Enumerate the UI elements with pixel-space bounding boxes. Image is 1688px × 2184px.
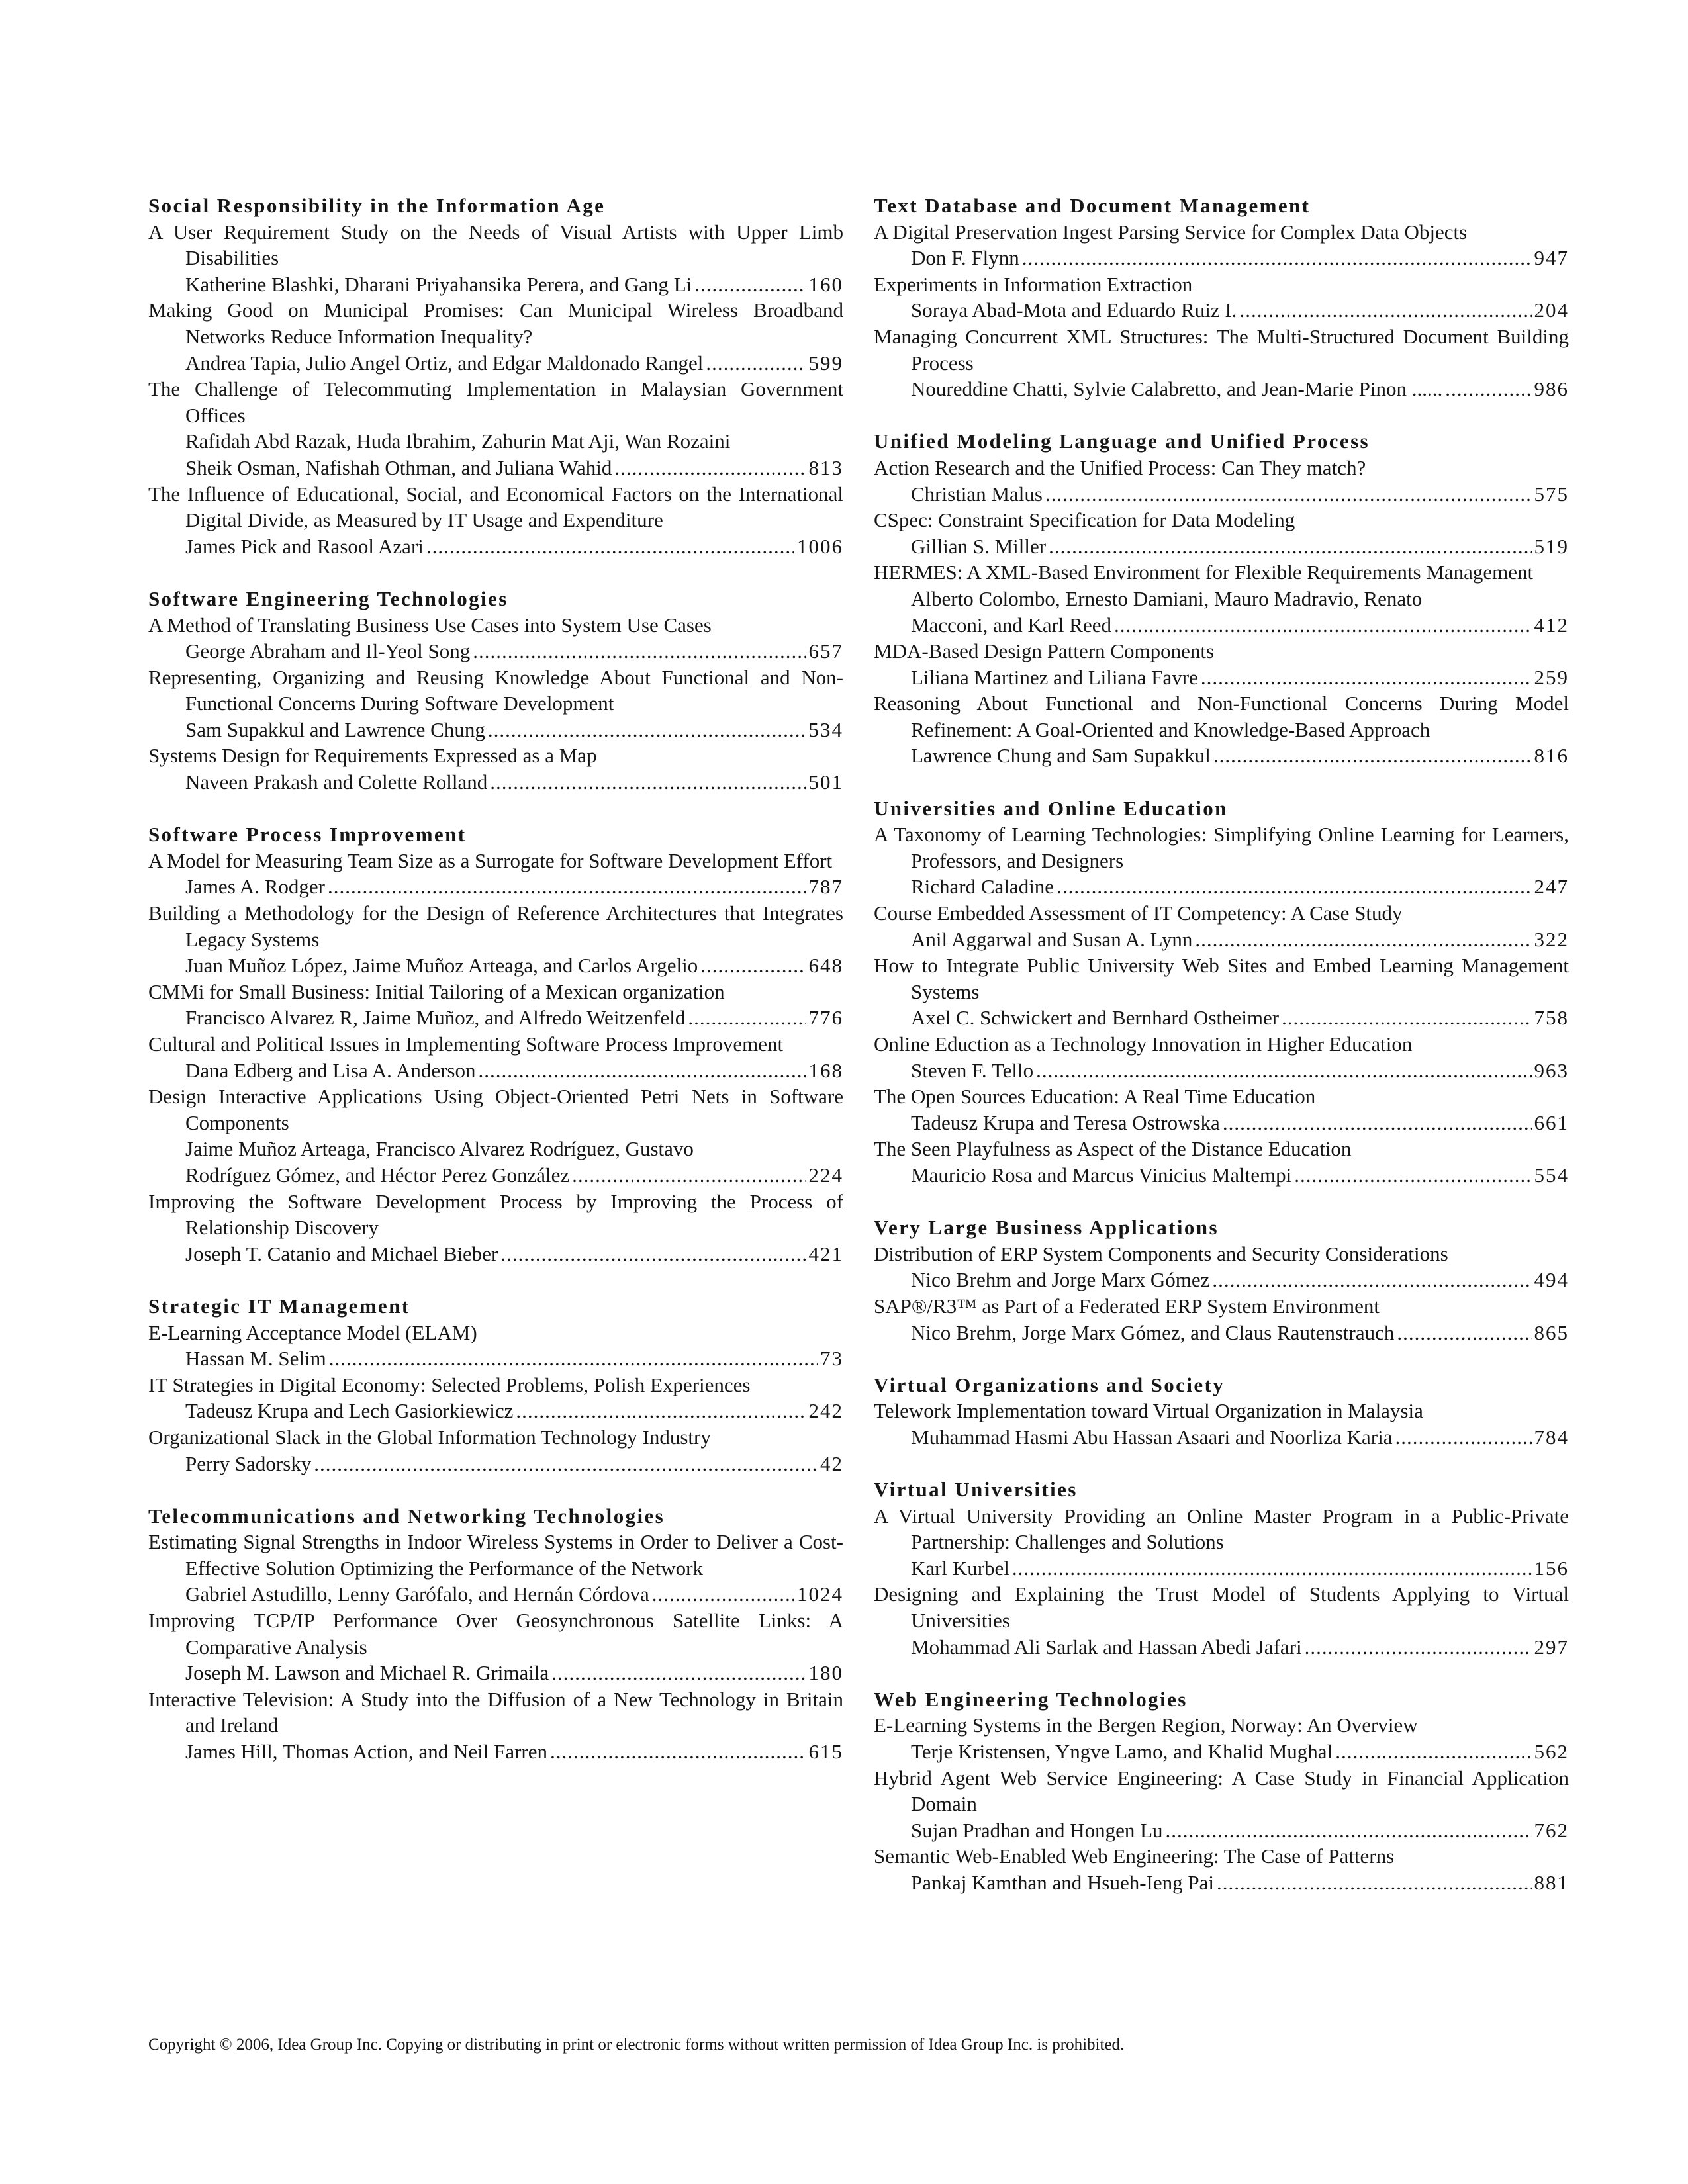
page-number: 322	[1534, 927, 1569, 951]
entry-authors: Nico Brehm and Jorge Marx Gómez	[911, 1268, 1210, 1292]
page-number: 156	[1534, 1556, 1569, 1580]
author-page-line	[148, 1398, 843, 1424]
toc-entry	[874, 1136, 1569, 1188]
toc-section	[148, 821, 843, 1267]
entry-title: Managing Concurrent XML Structures: The Multi-Structured Document Building Process	[874, 324, 1569, 375]
section-heading: Telecommunications and Networking Technologies	[148, 1504, 665, 1527]
entry-title: Action Research and the Unified Process: Can They match?	[874, 455, 1366, 479]
section-heading: Web Engineering Technologies	[874, 1687, 1188, 1711]
entry-title: Hybrid Agent Web Service Engineering: A Case Study in Financial Application Domain	[874, 1766, 1569, 1816]
toc-entry	[874, 1241, 1569, 1293]
entry-title: Estimating Signal Strengths in Indoor Wireless Systems in Order to Deliver a Cost-Effective Solution Optimizing the Performance of the Network	[148, 1530, 843, 1580]
author-page-line	[874, 1162, 1569, 1189]
section-heading: Virtual Universities	[874, 1478, 1078, 1502]
dot-leader	[1305, 1634, 1532, 1661]
author-page-line	[874, 1424, 1569, 1451]
dot-leader	[490, 769, 806, 796]
toc-entry	[874, 900, 1569, 952]
page-number: 1024	[797, 1582, 843, 1606]
entry-title: Making Good on Municipal Promises: Can Municipal Wireless Broadband Networks Reduce Information Inequality?	[148, 298, 843, 348]
author-page-line	[874, 1555, 1569, 1582]
toc-entry	[148, 1320, 843, 1372]
entry-authors: Lawrence Chung and Sam Supakkul	[911, 744, 1211, 768]
entry-authors: Sujan Pradhan and Hongen Lu	[911, 1818, 1163, 1842]
dot-leader	[314, 1451, 818, 1477]
author-page-line	[148, 350, 843, 377]
entry-title: A Digital Preservation Ingest Parsing Service for Complex Data Objects	[874, 220, 1468, 244]
section-heading: Strategic IT Management	[148, 1294, 410, 1318]
entry-authors: Sheik Osman, Nafishah Othman, and Juliana Wahid	[185, 455, 612, 479]
page-number: 160	[808, 272, 843, 296]
entry-authors: Soraya Abad-Mota and Eduardo Ruiz I.	[911, 298, 1237, 322]
page-number: 247	[1534, 875, 1569, 899]
entry-authors: Sam Supakkul and Lawrence Chung	[185, 717, 485, 741]
entry-authors: Alberto Colombo, Ernesto Damiani, Mauro Madravio, Renato	[911, 586, 1423, 610]
dot-leader	[516, 1398, 806, 1424]
dot-leader	[706, 350, 806, 377]
toc-section	[874, 1686, 1569, 1896]
section-heading: Very Large Business Applications	[874, 1216, 1219, 1240]
author-page-line	[874, 664, 1569, 691]
toc-entry	[148, 1031, 843, 1083]
page-number: 297	[1534, 1635, 1569, 1659]
entry-title: Telework Implementation toward Virtual Organization in Malaysia	[874, 1399, 1423, 1423]
entry-authors: Andrea Tapia, Julio Angel Ortiz, and Edgar Maldonado Rangel	[185, 351, 704, 375]
page-number: 501	[808, 770, 843, 794]
toc-entry	[874, 690, 1569, 769]
section-heading: Text Database and Document Management	[874, 194, 1311, 217]
author-page-line	[874, 743, 1569, 769]
page-number: 42	[820, 1451, 843, 1475]
entry-title: Cultural and Political Issues in Implementing Software Process Improvement	[148, 1032, 784, 1056]
toc-entry	[148, 1083, 843, 1188]
dot-leader	[1294, 1162, 1531, 1189]
entry-authors: Tadeusz Krupa and Teresa Ostrowska	[911, 1111, 1220, 1134]
entry-authors: Tadeusz Krupa and Lech Gasiorkiewicz	[185, 1399, 514, 1423]
toc-entry	[874, 324, 1569, 402]
author-page-line	[874, 297, 1569, 324]
entry-authors: Gillian S. Miller	[911, 534, 1047, 558]
dot-leader	[1213, 743, 1532, 769]
entry-authors: Steven F. Tello	[911, 1058, 1034, 1082]
entry-authors: Juan Muñoz López, Jaime Muñoz Arteaga, and Carlos Argelio	[185, 954, 698, 978]
page-number: 784	[1534, 1425, 1569, 1449]
entry-title: Online Eduction as a Technology Innovation in Higher Education	[874, 1032, 1413, 1056]
entry-authors: Gabriel Astudillo, Lenny Garófalo, and Hernán Córdova	[185, 1582, 649, 1606]
page-number: 816	[1534, 744, 1569, 768]
author-page-line	[874, 481, 1569, 508]
toc-section	[874, 1214, 1569, 1345]
entry-authors: Mohammad Ali Sarlak and Hassan Abedi Jafari	[911, 1635, 1302, 1659]
toc-section	[874, 796, 1569, 1189]
author-page-line	[874, 376, 1569, 402]
entry-authors: Pankaj Kamthan and Hsueh-Ieng Pai	[911, 1871, 1214, 1894]
author-page-line	[148, 769, 843, 796]
page-number: 758	[1534, 1006, 1569, 1030]
section-heading: Unified Modeling Language and Unified Process	[874, 430, 1370, 453]
entry-authors: Hassan M. Selim	[185, 1347, 326, 1371]
toc-section	[148, 193, 843, 559]
dot-leader	[1012, 1555, 1532, 1582]
entry-authors: Perry Sadorsky	[185, 1451, 312, 1475]
toc-entry	[874, 507, 1569, 559]
author-page-line	[148, 1451, 843, 1477]
toc-entry	[874, 638, 1569, 690]
author-page-line	[874, 1870, 1569, 1896]
author-page-line	[148, 455, 843, 481]
entry-authors: James Pick and Rasool Azari	[185, 534, 424, 558]
section-heading: Software Process Improvement	[148, 823, 467, 846]
entry-authors: Muhammad Hasmi Abu Hassan Asaari and Noorliza Karia	[911, 1425, 1393, 1449]
page-number: 575	[1534, 482, 1569, 506]
page-number: 562	[1534, 1740, 1569, 1764]
entry-title: A Taxonomy of Learning Technologies: Simplifying Online Learning for Learners, Professors, and Designers	[874, 823, 1569, 872]
page-number: 224	[808, 1163, 843, 1187]
toc-entry	[874, 1765, 1569, 1844]
entry-title: Distribution of ERP System Components and Security Considerations	[874, 1242, 1448, 1265]
author-page-line	[874, 1110, 1569, 1136]
page-number: 657	[808, 639, 843, 663]
toc-entry	[874, 1398, 1569, 1450]
toc-entry	[874, 559, 1569, 638]
author-page-line	[874, 245, 1569, 271]
entry-authors: Anil Aggarwal and Susan A. Lynn	[911, 927, 1193, 951]
left-column	[148, 193, 843, 1791]
dot-leader	[614, 455, 806, 481]
entry-title: Improving the Software Development Process by Improving the Process of Relationship Discovery	[148, 1189, 843, 1240]
toc-entry	[874, 455, 1569, 507]
page-number: 534	[808, 717, 843, 741]
dot-leader	[1445, 376, 1531, 402]
entry-authors: Don F. Flynn	[911, 246, 1019, 270]
author-page-line	[148, 1241, 843, 1267]
dot-leader	[1195, 927, 1531, 953]
page-number: 947	[1534, 246, 1569, 270]
entry-title: E-Learning Systems in the Bergen Region, Norway: An Overview	[874, 1713, 1418, 1737]
entry-title: Systems Design for Requirements Expressed as a Map	[148, 744, 597, 768]
toc-entry	[874, 952, 1569, 1031]
toc-entry	[148, 1686, 843, 1765]
entry-authors: Terje Kristensen, Yngve Lamo, and Khalid Mughal	[911, 1740, 1333, 1764]
page-number: 168	[808, 1058, 843, 1082]
toc-entry	[148, 376, 843, 480]
page-number: 865	[1534, 1320, 1569, 1344]
toc-entry	[148, 612, 843, 664]
section-heading: Universities and Online Education	[874, 796, 1228, 820]
section-heading: Software Engineering Technologies	[148, 586, 508, 610]
dot-leader	[1335, 1739, 1531, 1765]
entry-title: Reasoning About Functional and Non-Functional Concerns During Model Refinement: A Goal-Oriented and Knowledge-Based Approach	[874, 692, 1569, 741]
entry-authors: Macconi, and Karl Reed	[911, 613, 1111, 637]
toc-entry	[148, 1608, 843, 1686]
section-heading: Virtual Organizations and Society	[874, 1373, 1225, 1396]
author-page-line	[148, 1058, 843, 1084]
toc-entry	[148, 848, 843, 900]
entry-authors: Rafidah Abd Razak, Huda Ibrahim, Zahurin Mat Aji, Wan Rozaini	[185, 430, 731, 453]
toc-entry	[148, 1529, 843, 1608]
entry-authors: Noureddine Chatti, Sylvie Calabretto, and Jean-Marie Pinon ......	[911, 377, 1443, 401]
dot-leader	[1223, 1110, 1532, 1136]
toc-entry	[874, 821, 1569, 900]
author-page-line	[148, 952, 843, 979]
page-number: 519	[1534, 534, 1569, 558]
section-heading: Social Responsibility in the Information Age	[148, 194, 606, 217]
page-number: 986	[1534, 377, 1569, 401]
entry-title: Building a Methodology for the Design of Reference Architectures that Integrates Legacy Systems	[148, 901, 843, 951]
page-number: 421	[808, 1242, 843, 1265]
author-page-line	[148, 638, 843, 664]
toc-entry	[874, 1031, 1569, 1083]
entry-authors: Richard Caladine	[911, 875, 1055, 899]
dot-leader	[426, 533, 794, 560]
dot-leader	[1395, 1424, 1531, 1451]
entry-title: How to Integrate Public University Web Sites and Embed Learning Management Systems	[874, 954, 1569, 1003]
toc-entry	[874, 1503, 1569, 1582]
entry-title: The Open Sources Education: A Real Time Education	[874, 1085, 1316, 1109]
entry-title: Representing, Organizing and Reusing Knowledge About Functional and Non-Functional Concerns During Software Development	[148, 665, 843, 715]
toc-section	[874, 428, 1569, 769]
author-page-line	[874, 1817, 1569, 1844]
page-number: 963	[1534, 1058, 1569, 1082]
entry-authors: George Abraham and Il-Yeol Song	[185, 639, 471, 663]
toc-entry	[874, 1581, 1569, 1660]
entry-title: Interactive Television: A Study into the Diffusion of a New Technology in Britain and Ireland	[148, 1687, 843, 1737]
entry-authors: Katherine Blashki, Dharani Priyahansika Perera, and Gang Li	[185, 272, 692, 296]
dot-leader	[479, 1058, 806, 1084]
toc-entry	[148, 481, 843, 560]
dot-leader	[328, 874, 806, 900]
entry-title: Semantic Web-Enabled Web Engineering: The Case of Patterns	[874, 1844, 1395, 1868]
page-number: 180	[808, 1661, 843, 1685]
entry-title: E-Learning Acceptance Model (ELAM)	[148, 1320, 477, 1344]
copyright-footer: Copyright © 2006, Idea Group Inc. Copying or distributing in print or electronic forms without written permission of Idea Group Inc. is prohibited.	[148, 2036, 1125, 2054]
entry-authors: Axel C. Schwickert and Bernhard Ostheimer	[911, 1006, 1280, 1030]
page-number: 881	[1534, 1871, 1569, 1894]
toc-entry	[148, 743, 843, 795]
toc-entry	[874, 271, 1569, 324]
page-number: 494	[1534, 1268, 1569, 1292]
toc-entry	[874, 1293, 1569, 1345]
toc-entry	[874, 1712, 1569, 1764]
author-page-line	[874, 1739, 1569, 1765]
toc-section	[148, 586, 843, 796]
dot-leader	[1166, 1817, 1532, 1844]
toc-entry	[874, 1843, 1569, 1895]
entry-title: The Challenge of Telecommuting Implementation in Malaysian Government Offices	[148, 377, 843, 427]
dot-leader	[1022, 245, 1532, 271]
author-page-line	[874, 1005, 1569, 1031]
entry-title: HERMES: A XML-Based Environment for Flexible Requirements Management	[874, 561, 1534, 584]
page-number: 242	[808, 1399, 843, 1423]
entry-title: A Model for Measuring Team Size as a Surrogate for Software Development Effort	[148, 848, 833, 872]
author-page-line	[148, 533, 843, 560]
author-page-line	[874, 927, 1569, 953]
page-number: 204	[1534, 298, 1569, 322]
page-number: 554	[1534, 1163, 1569, 1187]
page-number: 599	[808, 351, 843, 375]
toc-entry	[148, 219, 843, 298]
toc-section	[148, 1503, 843, 1765]
entry-title: A User Requirement Study on the Needs of Visual Artists with Upper Limb Disabilities	[148, 220, 843, 270]
toc-section	[874, 193, 1569, 402]
entry-title: The Influence of Educational, Social, and Economical Factors on the International Digital Divide, as Measured by IT Usage and Expenditure	[148, 482, 843, 532]
author-page-line	[148, 1660, 843, 1686]
dot-leader	[1217, 1870, 1532, 1896]
toc-entry	[874, 219, 1569, 271]
toc-entry	[874, 1083, 1569, 1136]
page-number: 412	[1534, 613, 1569, 637]
page-number: 762	[1534, 1818, 1569, 1842]
page-number: 615	[808, 1740, 843, 1764]
toc-section	[874, 1477, 1569, 1660]
author-page-line	[148, 1739, 843, 1765]
dot-leader	[1049, 533, 1531, 560]
dot-leader	[329, 1345, 818, 1372]
author-page-line	[874, 612, 1569, 639]
author-page-line	[148, 874, 843, 900]
author-page-line	[874, 1058, 1569, 1084]
dot-leader	[688, 1005, 806, 1031]
toc-entry	[148, 297, 843, 376]
toc-entry	[148, 664, 843, 743]
page-number: 73	[820, 1347, 843, 1371]
entry-title: Organizational Slack in the Global Information Technology Industry	[148, 1425, 711, 1449]
entry-authors: James A. Rodger	[185, 875, 325, 899]
author-page-line	[148, 271, 843, 298]
author-page-line	[148, 1005, 843, 1031]
entry-title: Design Interactive Applications Using Object-Oriented Petri Nets in Software Components	[148, 1085, 843, 1134]
dot-leader	[500, 1241, 806, 1267]
entry-title: MDA-Based Design Pattern Components	[874, 639, 1215, 663]
author-page-line	[874, 1320, 1569, 1346]
dot-leader	[550, 1739, 806, 1765]
entry-title: A Virtual University Providing an Online Master Program in a Public-Private Partnership: Challenges and Solutions	[874, 1504, 1569, 1554]
entry-authors: James Hill, Thomas Action, and Neil Farren	[185, 1740, 547, 1764]
dot-leader	[1397, 1320, 1531, 1346]
entry-title: CMMi for Small Business: Initial Tailoring of a Mexican organization	[148, 979, 725, 1003]
dot-leader	[1056, 874, 1531, 900]
dot-leader	[1239, 297, 1531, 324]
dot-leader	[700, 952, 806, 979]
author-page-line	[148, 1345, 843, 1372]
author-page-line	[148, 1162, 843, 1189]
dot-leader	[1036, 1058, 1531, 1084]
page-number: 813	[808, 455, 843, 479]
right-column	[874, 193, 1569, 1922]
entry-title: A Method of Translating Business Use Cases into System Use Cases	[148, 613, 712, 637]
toc-entry	[148, 1372, 843, 1424]
entry-title: Designing and Explaining the Trust Model of Students Applying to Virtual Universities	[874, 1582, 1569, 1633]
dot-leader	[1201, 664, 1532, 691]
dot-leader	[473, 638, 806, 664]
toc-section	[148, 1293, 843, 1477]
entry-authors: Mauricio Rosa and Marcus Vinicius Maltempi	[911, 1163, 1292, 1187]
toc-entry	[148, 1189, 843, 1267]
author-page-line	[148, 717, 843, 743]
entry-title: SAP®/R3™ as Part of a Federated ERP System Environment	[874, 1294, 1380, 1318]
author-page-line	[874, 1267, 1569, 1293]
dot-leader	[551, 1660, 806, 1686]
page-number: 787	[808, 875, 843, 899]
entry-authors: Liliana Martinez and Liliana Favre	[911, 665, 1198, 689]
toc-entry	[148, 979, 843, 1031]
entry-title: CSpec: Constraint Specification for Data Modeling	[874, 508, 1295, 532]
entry-authors: Karl Kurbel	[911, 1556, 1009, 1580]
dot-leader	[1045, 481, 1532, 508]
entry-authors: Nico Brehm, Jorge Marx Gómez, and Claus Rautenstrauch	[911, 1320, 1395, 1344]
page-number: 661	[1534, 1111, 1569, 1134]
entry-title: Course Embedded Assessment of IT Competency: A Case Study	[874, 901, 1403, 925]
dot-leader	[1114, 612, 1532, 639]
entry-authors: Naveen Prakash and Colette Rolland	[185, 770, 488, 794]
dot-leader	[572, 1162, 806, 1189]
dot-leader	[694, 271, 806, 298]
entry-title: Experiments in Information Extraction	[874, 272, 1193, 296]
entry-authors: Dana Edberg and Lisa A. Anderson	[185, 1058, 476, 1082]
author-page-line	[874, 533, 1569, 560]
dot-leader	[1282, 1005, 1531, 1031]
entry-authors: Jaime Muñoz Arteaga, Francisco Alvarez Rodríguez, Gustavo	[185, 1137, 694, 1161]
entry-authors: Joseph T. Catanio and Michael Bieber	[185, 1242, 498, 1265]
entry-authors: Francisco Alvarez R, Jaime Muñoz, and Alfredo Weitzenfeld	[185, 1006, 686, 1030]
entry-authors: Rodríguez Gómez, and Héctor Perez González	[185, 1163, 570, 1187]
dot-leader	[488, 717, 806, 743]
page-number: 648	[808, 954, 843, 978]
dot-leader	[652, 1581, 794, 1608]
entry-title: IT Strategies in Digital Economy: Selected Problems, Polish Experiences	[148, 1373, 751, 1396]
entry-authors: Christian Malus	[911, 482, 1043, 506]
dot-leader	[1212, 1267, 1531, 1293]
toc-entry	[148, 900, 843, 979]
entry-title: The Seen Playfulness as Aspect of the Distance Education	[874, 1137, 1352, 1161]
author-page-line	[874, 874, 1569, 900]
toc-section	[874, 1372, 1569, 1451]
page-number: 776	[808, 1006, 843, 1030]
author-page-line	[148, 1581, 843, 1608]
author-page-line	[874, 1634, 1569, 1661]
toc-entry	[148, 1424, 843, 1477]
page-number: 259	[1534, 665, 1569, 689]
entry-authors: Joseph M. Lawson and Michael R. Grimaila	[185, 1661, 549, 1685]
entry-title: Improving TCP/IP Performance Over Geosynchronous Satellite Links: A Comparative Analysis	[148, 1609, 843, 1659]
page-number: 1006	[797, 534, 843, 558]
